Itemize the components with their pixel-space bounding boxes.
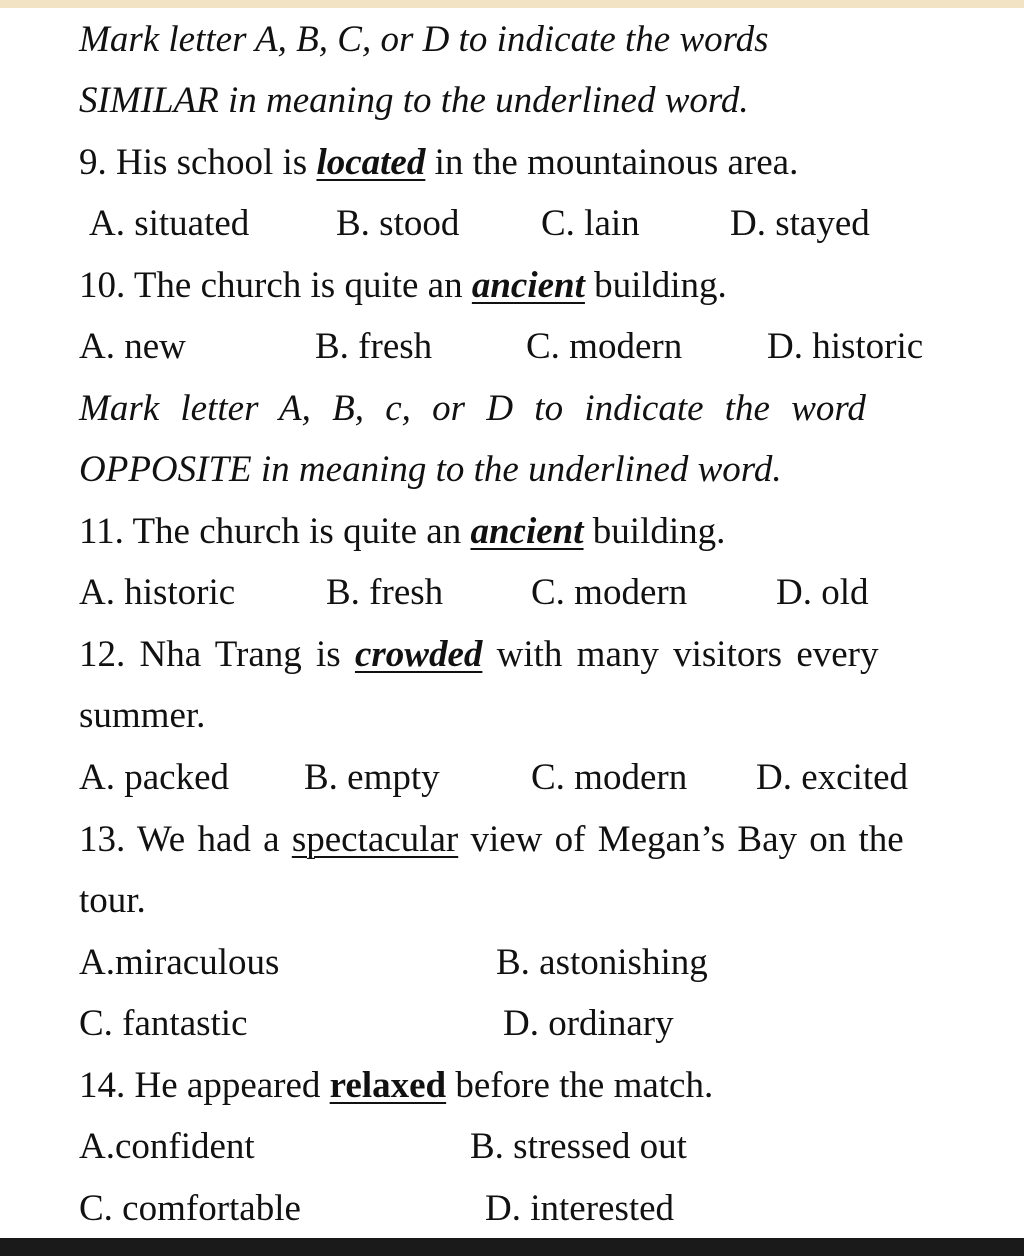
question-12-keyword: crowded [354, 634, 483, 675]
q13-option-c[interactable]: C. fantastic [79, 1003, 248, 1044]
q14-option-c[interactable]: C. comfortable [79, 1188, 301, 1229]
q12-option-a[interactable]: A. packed [79, 757, 229, 798]
question-14-keyword: relaxed [329, 1065, 447, 1106]
question-9 [79, 141, 798, 185]
question-14-suffix: before the match. [446, 1065, 714, 1106]
q12-option-d[interactable]: D. excited [756, 757, 909, 798]
question-10-prefix: 10. The church is quite an [79, 265, 472, 306]
q13-option-a[interactable]: A.miraculous [79, 942, 280, 983]
question-14 [79, 1064, 713, 1108]
question-9-keyword: located [316, 142, 426, 183]
question-10-keyword: ancient [471, 265, 585, 306]
question-11-suffix: building. [583, 511, 726, 552]
q10-option-d[interactable]: D. historic [767, 326, 924, 367]
question-11 [79, 510, 725, 554]
question-13-continuation: tour. [79, 880, 146, 921]
question-12 [79, 633, 879, 677]
q13-option-b[interactable]: B. astonishing [496, 942, 708, 983]
question-11-prefix: 11. The church is quite an [79, 511, 471, 552]
q14-option-d[interactable]: D. interested [485, 1188, 675, 1229]
instruction-similar-line-1: Mark letter A, B, C, or D to indicate the words [79, 19, 769, 60]
bottom-edge-shadow [0, 1238, 1024, 1256]
q9-option-d[interactable]: D. stayed [730, 203, 870, 244]
q14-option-a[interactable]: A.confident [79, 1126, 255, 1167]
instruction-opposite-line-1: Mark letter A, B, c, or D to indicate the word [79, 388, 866, 429]
top-edge-bar [0, 0, 1024, 8]
question-12-suffix: with many visitors every [482, 634, 879, 675]
q10-option-c[interactable]: C. modern [526, 326, 683, 367]
q11-option-c[interactable]: C. modern [531, 572, 688, 613]
question-10 [79, 264, 727, 308]
q9-option-a[interactable]: A. situated [89, 203, 250, 244]
question-13-keyword: spectacular [291, 819, 459, 860]
q10-option-b[interactable]: B. fresh [315, 326, 433, 367]
q12-option-b[interactable]: B. empty [304, 757, 440, 798]
question-13 [79, 818, 904, 862]
question-12-continuation: summer. [79, 695, 206, 736]
q9-option-c[interactable]: C. lain [541, 203, 640, 244]
q11-option-d[interactable]: D. old [776, 572, 869, 613]
question-13-prefix: 13. We had a [79, 819, 292, 860]
q12-option-c[interactable]: C. modern [531, 757, 688, 798]
q13-option-d[interactable]: D. ordinary [503, 1003, 674, 1044]
q14-option-b[interactable]: B. stressed out [470, 1126, 687, 1167]
question-12-prefix: 12. Nha Trang is [79, 634, 355, 675]
question-13-suffix: view of Megan’s Bay on the [458, 819, 904, 860]
instruction-opposite-line-2: OPPOSITE in meaning to the underlined word. [79, 449, 782, 490]
question-10-suffix: building. [584, 265, 727, 306]
question-9-suffix: in the mountainous area. [425, 142, 799, 183]
q11-option-a[interactable]: A. historic [79, 572, 236, 613]
q11-option-b[interactable]: B. fresh [326, 572, 444, 613]
question-14-prefix: 14. He appeared [79, 1065, 330, 1106]
instruction-similar-line-2: SIMILAR in meaning to the underlined word. [79, 80, 749, 121]
question-11-keyword: ancient [470, 511, 584, 552]
question-9-prefix: 9. His school is [79, 142, 317, 183]
q10-option-a[interactable]: A. new [79, 326, 186, 367]
q9-option-b[interactable]: B. stood [336, 203, 460, 244]
